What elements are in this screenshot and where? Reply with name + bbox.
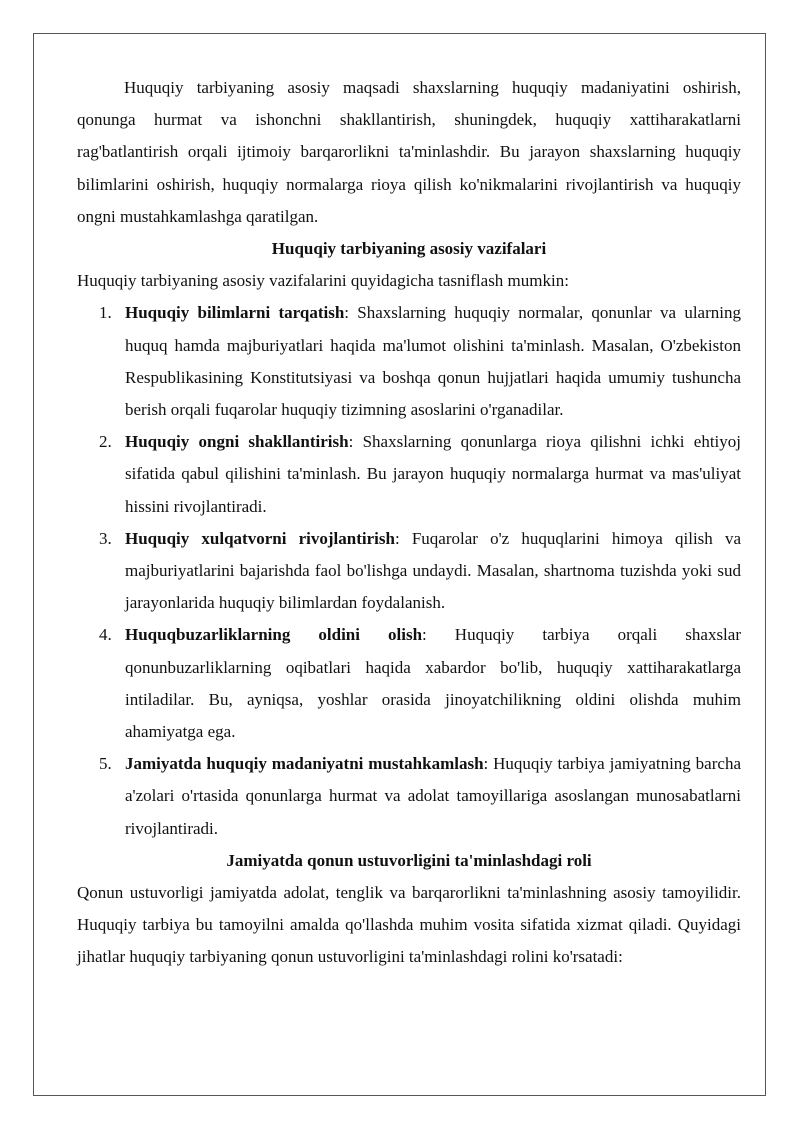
list-item-text: : Huquqiy tarbiya jamiyatning barcha a'zolari o'rtasida qonunlarga hurmat va adolat tamoyillariga asoslangan munosabatlarni rivojlantiradi.	[125, 754, 741, 838]
list-item	[77, 297, 741, 426]
list-item	[77, 523, 741, 620]
list-item-number: 5.	[99, 754, 112, 774]
section-heading-tasks: Huquqiy tarbiyaning asosiy vazifalari	[271, 239, 547, 259]
tasks-list	[77, 297, 741, 844]
document-body	[77, 72, 741, 974]
list-item-text: : Shaxslarning qonunlarga rioya qilishni ichki ehtiyoj sifatida qabul qilishini ta'minlash. Bu jarayon huquqiy normalarga hurmat va mas'uliyat hissini rivojlantiradi.	[125, 432, 742, 516]
list-item-title: Jamiyatda huquqiy madaniyatni mustahkamlash	[125, 754, 484, 774]
list-item	[77, 426, 741, 523]
list-item-title: Huquqiy xulqatvorni rivojlantirish	[125, 528, 395, 548]
rule-of-law-paragraph: Qonun ustuvorligi jamiyatda adolat, tenglik va barqarorlikni ta'minlashning asosiy tamoyilidir. Huquqiy tarbiya bu tamoyilni amalda qo'llashda muhim vosita sifatida xizmat qiladi. Quyidagi jihatlar huquqiy tarbiyaning qonun ustuvorligini ta'minlashdagi rolini ko'rsatadi:	[77, 883, 741, 967]
list-item-title: Huquqiy ongni shakllantirish	[125, 432, 349, 452]
list-item-number: 2.	[99, 432, 112, 452]
list-item-number: 4.	[99, 625, 112, 645]
list-item-text: : Fuqarolar o'z huquqlarini himoya qilish va majburiyatlarini bajarishda faol bo'lishga undaydi. Masalan, shartnoma tuzishda yoki sud jarayonlarida huquqiy bilimlardan foydalanish.	[125, 528, 741, 613]
list-item-number: 3.	[99, 528, 112, 548]
intro-paragraph: Huquqiy tarbiyaning asosiy maqsadi shaxslarning huquqiy madaniyatini oshirish, qonunga hurmat va ishonchni shakllantirish, shuningdek, huquqiy xattiharakatlarni rag'batlantirish orqali ijtimoiy barqarorlikni ta'minlashdir. Bu jarayon shaxslarning huquqiy bilimlarini oshirish, huquqiy normalarga rioya qilish ko'nikmalarini rivojlantirish va huquqiy ongni mustahkamlashga qaratilgan.	[77, 78, 741, 226]
list-item-text: : Huquqiy tarbiya orqali shaxslar qonunbuzarliklarning oqibatlari haqida xabardor bo'lib, huquqiy xattiharakatlarga intiladilar. Bu, ayniqsa, yoshlar orasida jinoyatchilikning oldini olishda muhim ahamiyatga ega.	[125, 625, 741, 742]
list-item	[77, 748, 741, 845]
list-item	[77, 619, 741, 748]
list-item-title: Huquqbuzarliklarning oldini olish	[125, 625, 423, 645]
list-item-text: : Shaxslarning huquqiy normalar, qonunlar va ularning huquq hamda majburiyatlari haqida ma'lumot olishini ta'minlash. Masalan, O'zbekiston Respublikasining Konstitutsiyasi va boshqa qonun hujjatlari haqida umumiy tushuncha berish orqali fuqarolar huquqiy tizimning asoslarini o'rganadilar.	[125, 303, 741, 420]
list-item-title: Huquqiy bilimlarni tarqatish	[125, 303, 345, 323]
tasks-lead-paragraph: Huquqiy tarbiyaning asosiy vazifalarini quyidagicha tasniflash mumkin:	[77, 271, 569, 291]
section-heading-rule-of-law: Jamiyatda qonun ustuvorligini ta'minlashdagi roli	[226, 850, 592, 870]
list-item-number: 1.	[99, 303, 112, 323]
